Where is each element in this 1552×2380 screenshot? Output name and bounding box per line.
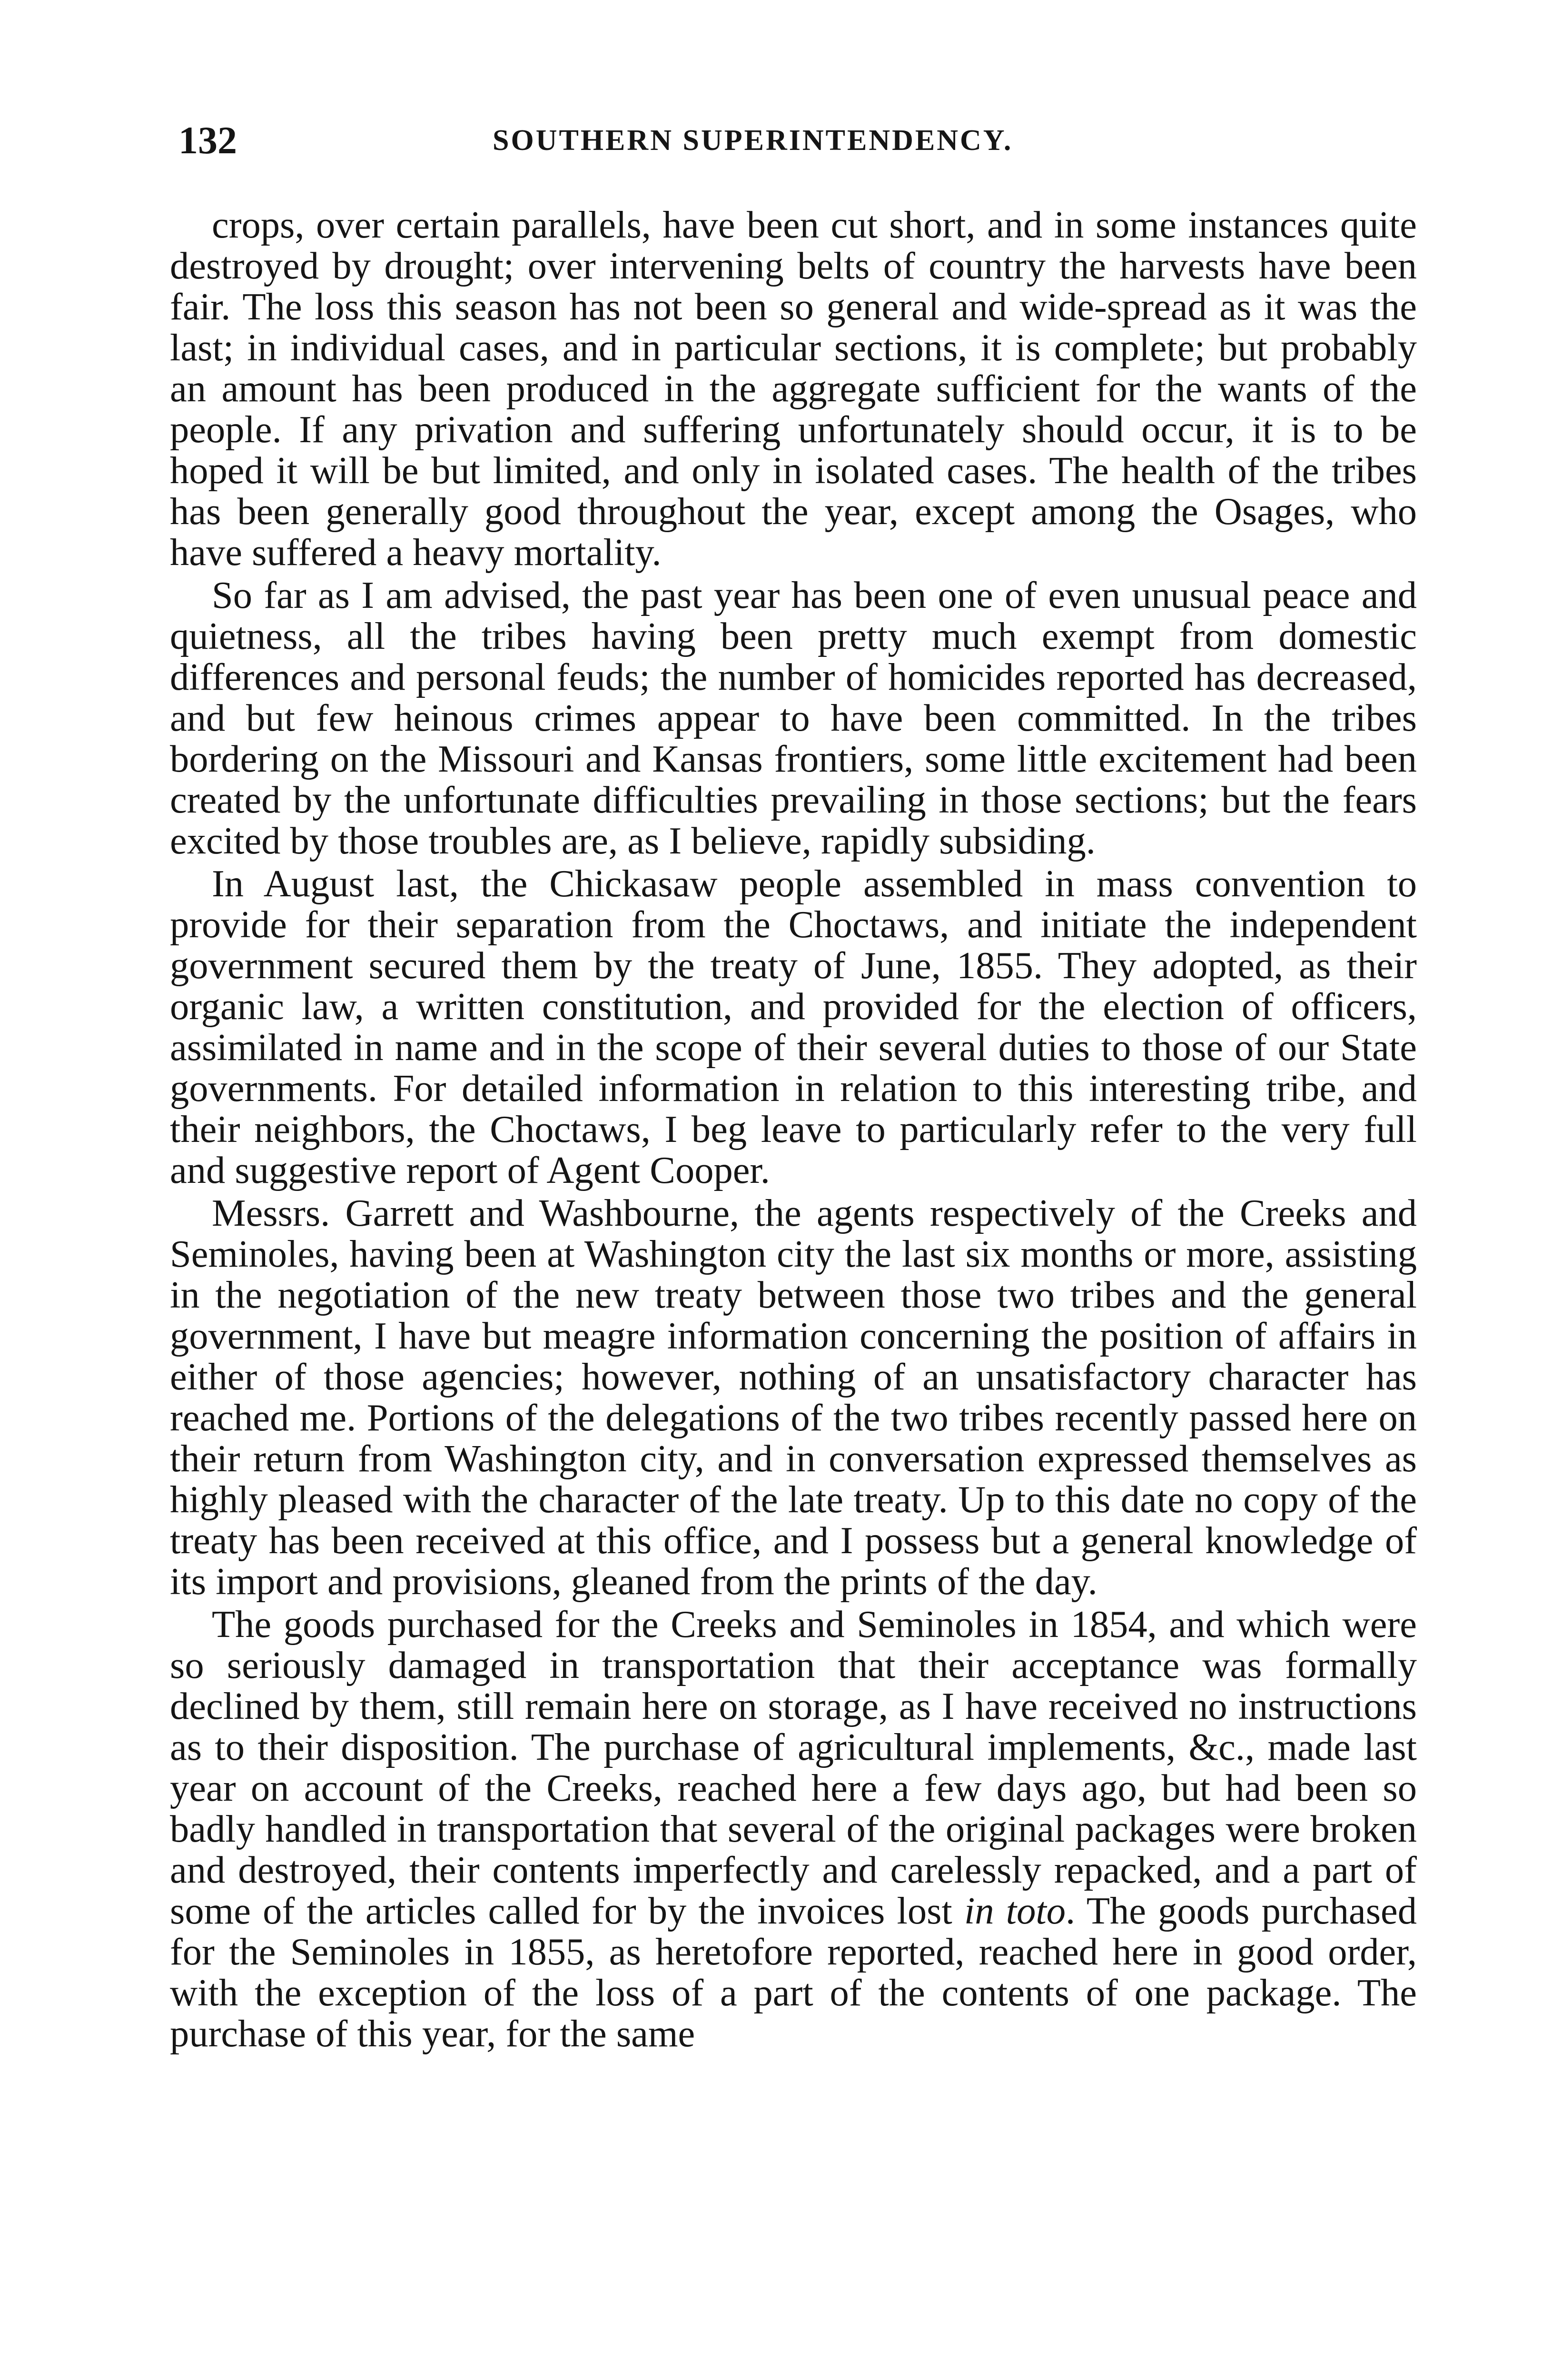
paragraph-text: So far as I am advised, the past year has been one of even unusual peace and quietness, all the tribes having been pretty much exempt from domestic differences and personal feuds; the number of homicides reported has decreased, and but few heinous crimes appear to have been committed. In the tribes bordering on the Missouri and Kansas frontiers, some little excitement had been created by the unfortunate difficulties prevailing in those sections; but the fears excited by those troubles are, as I believe, rapidly subsiding. — [170, 574, 1417, 862]
paragraph-text: In August last, the Chickasaw people assembled in mass convention to provide for their separation from the Choctaws, and initiate the independent government secured them by the treaty of June, 1855. They adopted, as their organic law, a written constitution, and provided for the election of officers, assimilated in name and in the scope of their several duties to those of our State governments. For detailed information in relation to this interesting tribe, and their neighbors, the Choctaws, I beg leave to particularly refer to the very full and suggestive report of Agent Cooper. — [170, 863, 1417, 1191]
paragraph-agents — [170, 1193, 1417, 1602]
paragraph-text-continued: . The goods purchased for the Seminoles in 1855, as heretofore reported, reached here in good order, with the exception of the loss of a part of the contents of one package. The purchase of this year, for the same — [170, 1890, 1417, 2055]
paragraph-chickasaw — [170, 863, 1417, 1191]
running-head: SOUTHERN SUPERINTENDENCY. — [493, 124, 1013, 157]
paragraph-peace — [170, 575, 1417, 862]
italic-phrase: in toto — [964, 1890, 1066, 1932]
paragraph-harvest — [170, 205, 1417, 573]
paragraph-text: crops, over certain parallels, have been cut short, and in some instances quite destroyed by drought; over intervening belts of country the harvests have been fair. The loss this season has not been so general and wide-spread as it was the last; in individual cases, and in particular sections, it is complete; but probably an amount has been produced in the aggregate sufficient for the wants of the people. If any privation and suffering unfortunately should occur, it is to be hoped it will be but limited, and only in isolated cases. The health of the tribes has been generally good throughout the year, except among the Osages, who have suffered a heavy mortality. — [170, 204, 1417, 574]
body-text — [170, 205, 1417, 2054]
page-header — [178, 114, 1416, 167]
paragraph-text: Messrs. Garrett and Washbourne, the agents respectively of the Creeks and Seminoles, having been at Washington city the last six months or more, assisting in the negotiation of the new treaty between those two tribes and the general government, I have but meagre information concerning the position of affairs in either of those agencies; however, nothing of an unsatisfactory character has reached me. Portions of the delegations of the two tribes recently passed here on their return from Washington city, and in conversation expressed themselves as highly pleased with the character of the late treaty. Up to this date no copy of the treaty has been received at this office, and I possess but a general knowledge of its import and provisions, gleaned from the prints of the day. — [170, 1192, 1417, 1603]
paragraph-goods — [170, 1604, 1417, 2054]
paragraph-text: The goods purchased for the Creeks and Seminoles in 1854, and which were so seriously damaged in transportation that their acceptance was formally declined by them, still remain here on storage, as I have received no instructions as to their disposition. The purchase of agricultural implements, &c., made last year on account of the Creeks, reached here a few days ago, but had been so badly handled in transportation that several of the original packages were broken and destroyed, their contents imperfectly and carelessly repacked, and a part of some of the articles called for by the invoices lost — [170, 1603, 1417, 1932]
page-number: 132 — [178, 119, 237, 162]
